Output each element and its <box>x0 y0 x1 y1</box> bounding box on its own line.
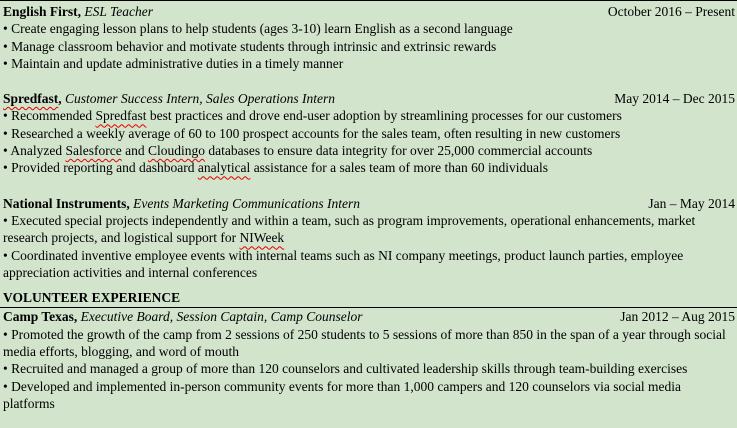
bullet-text: assistance for a sales team of more than 60 individuals <box>250 160 548 176</box>
misspelled-word: Spredfast <box>95 108 147 124</box>
entry-title <box>3 90 335 107</box>
bullet-item <box>3 378 735 413</box>
entry-header <box>3 195 735 212</box>
entry-title <box>3 3 153 20</box>
bullet-glyph: • <box>3 378 12 394</box>
bullet-item <box>3 107 735 124</box>
bullet-item <box>3 212 735 247</box>
experience-entry-english-first <box>3 3 735 72</box>
bullet-text: Manage classroom behavior and motivate students through intrinsic and extrinsic rewards <box>11 38 497 54</box>
bullet-text: databases to ensure data integrity for over 25,000 commercial accounts <box>204 143 593 159</box>
volunteer-roles: Executive Board, Session Captain, Camp Counselor <box>77 309 363 325</box>
bullet-glyph: • <box>3 361 12 377</box>
bullet-item <box>3 159 735 176</box>
entry-header <box>3 308 735 325</box>
bullet-glyph: • <box>3 326 12 342</box>
bullet-item <box>3 326 735 361</box>
section-heading-volunteer-experience <box>0 289 737 308</box>
misspelled-word: NIWeek <box>239 230 285 246</box>
company-name-comma: , <box>58 91 62 107</box>
experience-entry-spredfast <box>3 90 735 176</box>
entry-dates: May 2014 – Dec 2015 <box>614 91 735 107</box>
bullet-glyph: • <box>3 21 12 37</box>
company-name-misspelled: Spredfast <box>3 91 59 107</box>
bullet-item <box>3 20 735 37</box>
bullet-item <box>3 360 735 377</box>
organization-name: Camp Texas, <box>3 309 78 325</box>
bullet-text: Promoted the growth of the camp from 2 sessions of 250 students to 5 sessions of more than 850 in the span of a year through social media efforts, blogging, and word of mouth <box>3 326 726 360</box>
bullet-item <box>3 125 735 142</box>
bullet-glyph: • <box>3 55 12 71</box>
bullet-text: Coordinated inventive employee events with internal teams such as NI company meetings, product launch parties, employee appreciation activities and internal conferences <box>3 247 684 280</box>
experience-entry-national-instruments <box>3 195 735 281</box>
bullet-glyph: • <box>3 38 12 54</box>
job-title: Events Marketing Communications Intern <box>129 195 360 211</box>
entry-title <box>3 308 363 325</box>
bullet-item <box>3 38 735 55</box>
bullet-text: Create engaging lesson plans to help students (ages 3-10) learn English as a second language <box>11 21 513 37</box>
bullet-glyph: • <box>3 108 12 124</box>
job-title: ESL Teacher <box>81 4 154 19</box>
bullet-text: Recommended <box>11 108 96 124</box>
company-name: National Instruments, <box>3 195 130 211</box>
entry-title <box>3 195 360 212</box>
bullet-glyph: • <box>3 247 12 263</box>
bullet-text: best practices and drove end-user adoption by streamlining processes for our customers <box>146 108 622 124</box>
bullet-item <box>3 142 735 159</box>
volunteer-entry-camp-texas <box>3 308 735 412</box>
bullet-text: Developed and implemented in-person community events for more than 1,000 campers and 120 counselors via social media platforms <box>3 378 682 411</box>
bullet-text: Analyzed <box>10 143 66 159</box>
bullet-item <box>3 55 735 72</box>
bullet-text: Provided reporting and dashboard <box>11 160 198 176</box>
entry-dates: Jan – May 2014 <box>648 195 735 211</box>
bullet-text: Maintain and update administrative duties in a timely manner <box>11 55 344 71</box>
misspelled-word: Cloudingo <box>147 143 205 159</box>
section-heading-text: VOLUNTEER EXPERIENCE <box>3 290 181 306</box>
misspelled-word: Salesforce <box>65 143 122 159</box>
misspelled-word: analytical <box>197 160 251 176</box>
company-name: English First, <box>3 4 82 19</box>
entry-header <box>3 90 735 107</box>
bullet-text: Recruited and managed a group of more than 120 counselors and cultivated leadership skills through team-building exercises <box>11 361 688 377</box>
bullet-glyph: • <box>3 125 12 141</box>
bullet-glyph: • <box>3 160 12 176</box>
bullet-glyph: • <box>3 212 12 228</box>
entry-dates: October 2016 – Present <box>607 4 735 19</box>
bullet-text: and <box>121 143 148 159</box>
entry-header <box>3 3 735 20</box>
job-title: Customer Success Intern, Sales Operations Intern <box>61 91 335 107</box>
bullet-text: Researched a weekly average of 60 to 100 prospect accounts for the sales team, often resulting in new customers <box>11 125 621 141</box>
entry-dates: Jan 2012 – Aug 2015 <box>620 309 735 325</box>
bullet-text: Executed special projects independently and within a team, such as program improvements, operational enhancements, market research projects, and logistical support for <box>3 212 696 246</box>
bullet-item <box>3 247 735 282</box>
bullet-glyph: • <box>3 143 11 159</box>
